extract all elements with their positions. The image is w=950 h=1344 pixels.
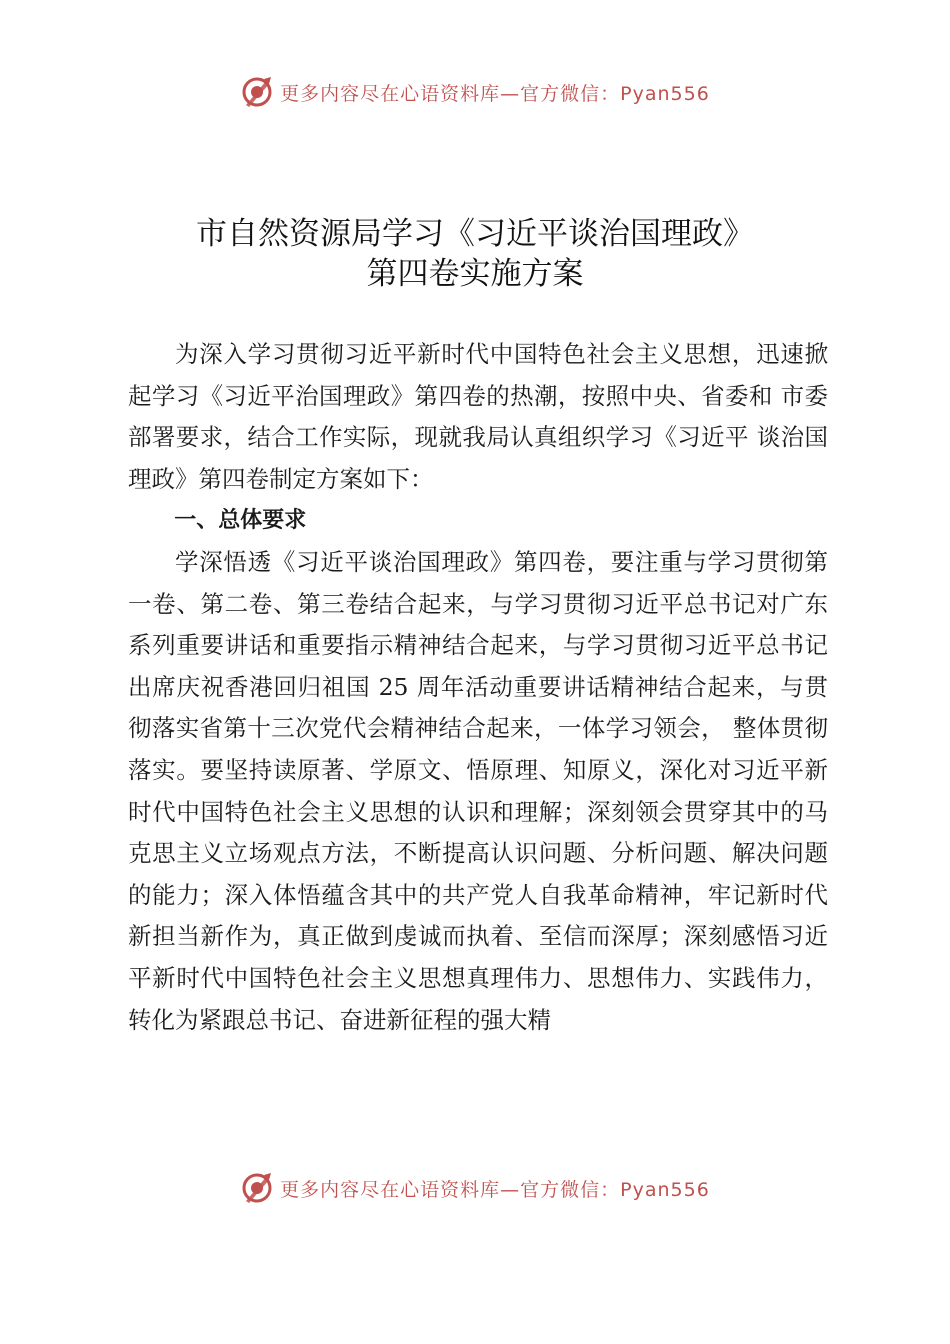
title-line-1: 市自然资源局学习《习近平谈治国理政》 xyxy=(196,216,754,252)
section-paragraph: 学深悟透《习近平谈治国理政》第四卷，要注重与学习贯彻第一卷、第二卷、第三卷结合起来，与学习贯彻习近平总书记对广东系列重要讲话和重要指示精神结合起来，与学习贯彻习近平总书记出席庆祝香港回归祖国 25 周年活动重要讲话精神结合起来，与贯彻落实省第十三次党代会精神结合起来，一体学习领会， 整体贯彻落实。要坚持读原著、学原文、悟原理、知原义，深化对习近平新时代中国特色社会主义思想的认识和理解；深刻领会贯穿其中的马克思主义立场观点方法，不断提高认识问题、分析问题、解决问题的能力；深入体悟蕴含其中的共产党人自我革命精神，牢记新时代新担当新作为，真正做到虔诚而执着、至信而深厚；深刻感悟习近平新时代中国特色社会主义思想真理伟力、思想伟力、实践伟力，转化为紧跟总书记、奋进新征程的强大精 xyxy=(128,547,828,1034)
document-body xyxy=(128,334,828,1041)
footer-watermark xyxy=(0,1168,950,1208)
watermark-text: 更多内容尽在心语资料库—官方微信：Pyan556 xyxy=(280,82,710,105)
section-heading: 一、总体要求 xyxy=(174,508,307,534)
title-line-2: 第四卷实施方案 xyxy=(366,256,584,292)
header-watermark xyxy=(0,72,950,112)
document-title xyxy=(0,214,950,294)
quill-logo-icon xyxy=(240,75,274,109)
quill-logo-icon xyxy=(240,1171,274,1205)
intro-paragraph: 为深入学习贯彻习近平新时代中国特色社会主义思想，迅速掀起学习《习近平治国理政》第四卷的热潮，按照中央、省委和 市委部署要求，结合工作实际，现就我局认真组织学习《习近平 谈治国理政》第四卷制定方案如下： xyxy=(128,340,828,493)
watermark-text: 更多内容尽在心语资料库—官方微信：Pyan556 xyxy=(280,1178,710,1201)
